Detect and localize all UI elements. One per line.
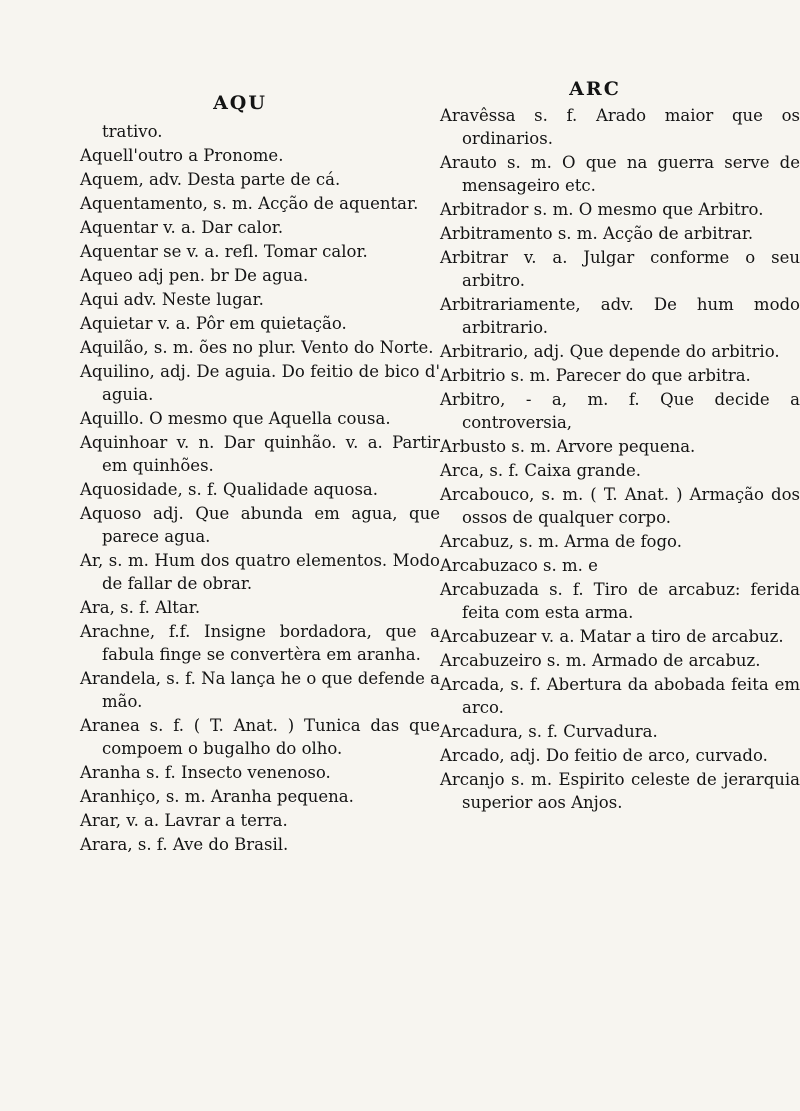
dictionary-entry: Arcabuzada s. f. Tiro de arcabuz: ferida feita com esta arma.: [440, 580, 800, 622]
dictionary-entry: Arcanjo s. m. Espirito celeste de jerarquia superior aos Anjos.: [440, 770, 800, 812]
dictionary-entry: Aranha s. f. Insecto venenoso.: [80, 763, 331, 782]
dictionary-entry: Aqui adv. Neste lugar.: [80, 290, 264, 309]
dictionary-entry: Arcabuzear v. a. Matar a tiro de arcabuz.: [440, 627, 784, 646]
dictionary-entry: Aquinhoar v. n. Dar quinhão. v. a. Partir em quinhões.: [80, 433, 440, 475]
dictionary-entry: Arara, s. f. Ave do Brasil.: [80, 835, 289, 854]
dictionary-entry: Arbitramento s. m. Acção de arbitrar.: [440, 224, 754, 243]
dictionary-entry: Aquoso adj. Que abunda em agua, que parece agua.: [80, 504, 440, 546]
dictionary-entry: Aranhiço, s. m. Aranha pequena.: [80, 787, 354, 806]
dictionary-entry: Aquillo. O mesmo que Aquella cousa.: [80, 409, 391, 428]
dictionary-entry: Arcabouco, s. m. ( T. Anat. ) Armação dos ossos de qualquer corpo.: [440, 485, 800, 527]
dictionary-entry: Arandela, s. f. Na lança he o que defende a mão.: [80, 669, 440, 711]
dictionary-entry: Aquentar v. a. Dar calor.: [80, 218, 284, 237]
dictionary-entry: Arcada, s. f. Abertura da abobada feita em arco.: [440, 675, 800, 717]
dictionary-entry: Arbitrario, adj. Que depende do arbitrio.: [440, 342, 780, 361]
dictionary-entry: Arbitrar v. a. Julgar conforme o seu arbitro.: [440, 248, 800, 290]
dictionary-entry: Aquilino, adj. De aguia. Do feitio de bico d' aguia.: [80, 362, 440, 404]
dictionary-entry: Aqueo adj pen. br De agua.: [80, 266, 309, 285]
dictionary-entry: Aquentar se v. a. refl. Tomar calor.: [80, 242, 368, 261]
dictionary-entry: Ar, s. m. Hum dos quatro elementos. Modo de fallar de obrar.: [80, 551, 440, 593]
left-entry-list: [80, 120, 440, 857]
dictionary-entry: Arbitrio s. m. Parecer do que arbitra.: [440, 366, 751, 385]
dictionary-entry: Aquem, adv. Desta parte de cá.: [80, 170, 341, 189]
dictionary-entry: Aquilão, s. m. ões no plur. Vento do Norte.: [80, 338, 434, 357]
right-running-header: ARC: [569, 78, 621, 100]
dictionary-entry: Arbusto s. m. Arvore pequena.: [440, 437, 696, 456]
dictionary-entry: Aquietar v. a. Pôr em quietação.: [80, 314, 347, 333]
dictionary-entry: Aranea s. f. ( T. Anat. ) Tunica das que compoem o bugalho do olho.: [80, 716, 440, 758]
dictionary-entry: Arcabuzeiro s. m. Armado de arcabuz.: [440, 651, 761, 670]
dictionary-entry: Arca, s. f. Caixa grande.: [440, 461, 641, 480]
dictionary-entry: Arcado, adj. Do feitio de arco, curvado.: [440, 746, 768, 765]
dictionary-entry: Arbitrariamente, adv. De hum modo arbitrario.: [440, 295, 800, 337]
dictionary-entry: Aquosidade, s. f. Qualidade aquosa.: [80, 480, 378, 499]
dictionary-entry: Aravêssa s. f. Arado maior que os ordinarios.: [440, 106, 800, 148]
dictionary-entry: Aquentamento, s. m. Acção de aquentar.: [80, 194, 419, 213]
left-running-header: AQU: [213, 92, 267, 114]
dictionary-entry: Arcabuz, s. m. Arma de fogo.: [440, 532, 682, 551]
dictionary-entry: trativo.: [102, 122, 163, 141]
dictionary-entry: Arcadura, s. f. Curvadura.: [440, 722, 658, 741]
dictionary-entry: Ara, s. f. Altar.: [80, 598, 201, 617]
right-entry-list: [440, 104, 800, 815]
dictionary-entry: Arcabuzaco s. m. e: [440, 556, 598, 575]
dictionary-entry: Arar, v. a. Lavrar a terra.: [80, 811, 288, 830]
dictionary-entry: Arachne, f.f. Insigne bordadora, que a fabula finge se convertèra em aranha.: [80, 622, 440, 664]
dictionary-entry: Arbitrador s. m. O mesmo que Arbitro.: [440, 200, 764, 219]
dictionary-entry: Aquell'outro a Pronome.: [80, 146, 284, 165]
dictionary-entry: Arbitro, - a, m. f. Que decide a controversia,: [440, 390, 800, 432]
dictionary-entry: Arauto s. m. O que na guerra serve de mensageiro etc.: [440, 153, 800, 195]
